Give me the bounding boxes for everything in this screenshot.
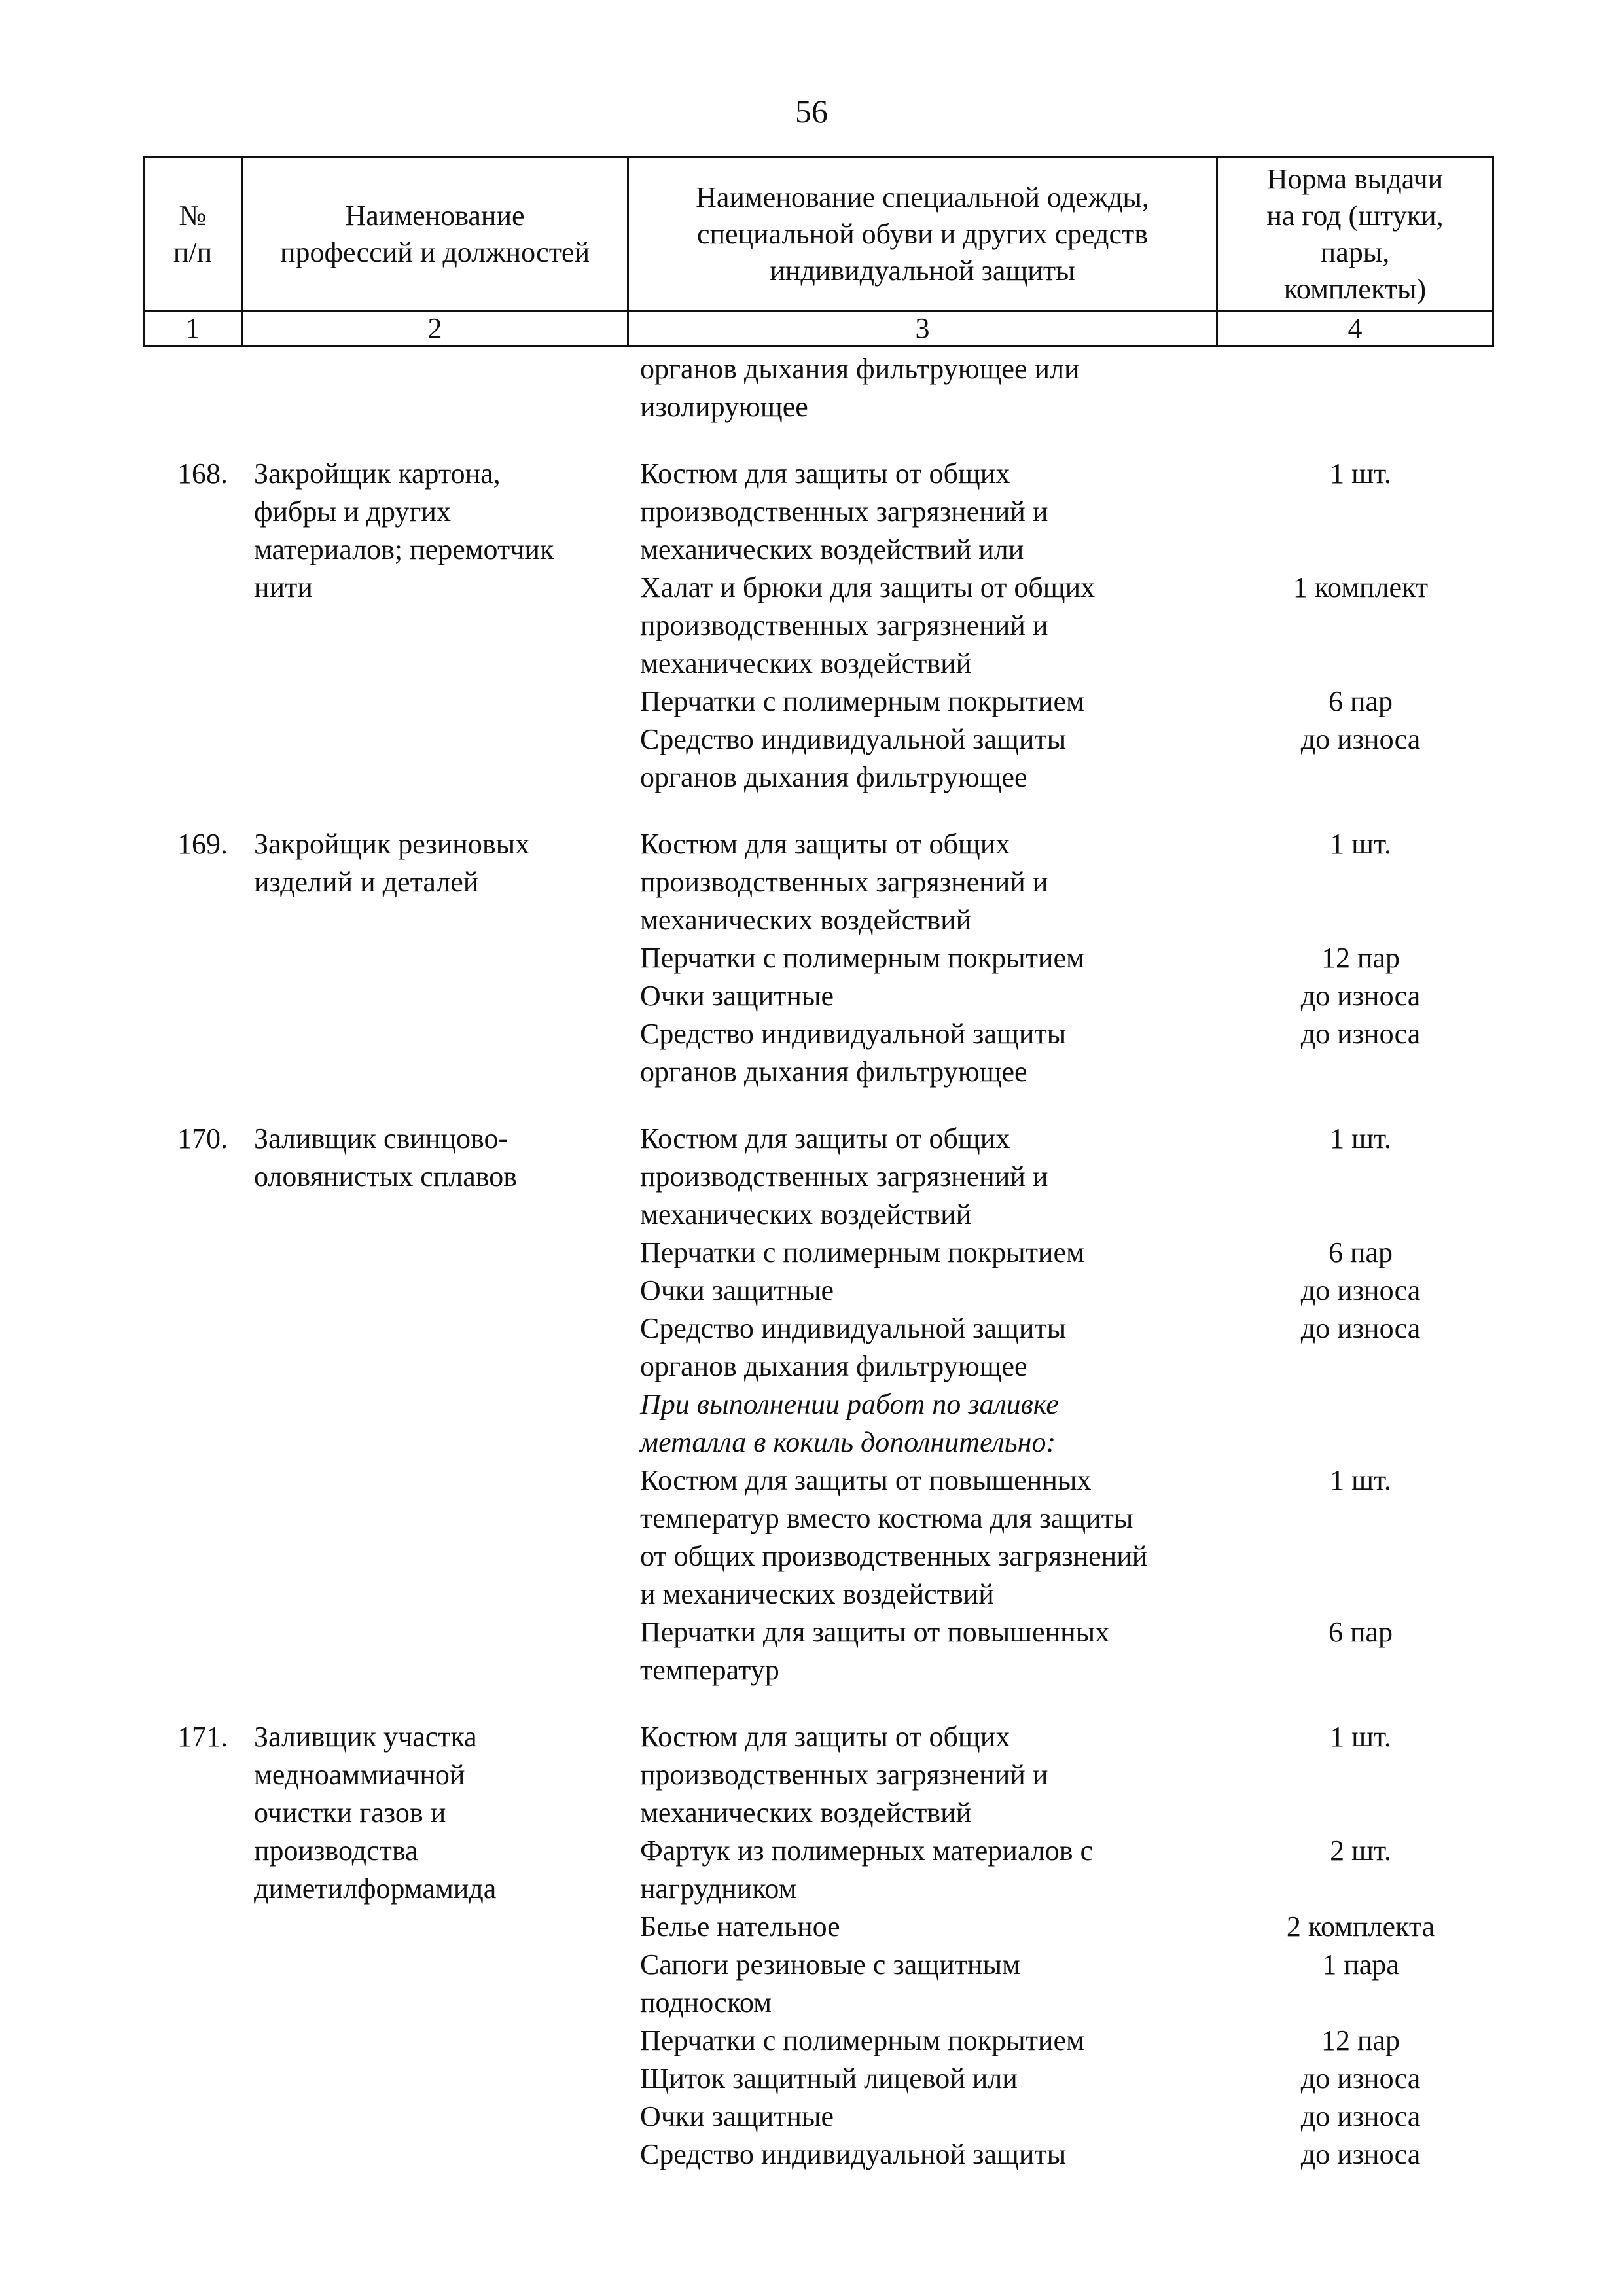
header-col-profession: Наименование профессий и должностей [242, 157, 628, 312]
equipment-item [627, 977, 1492, 1015]
equipment-name: Средство индивидуальной защиты [640, 2138, 1067, 2170]
page-number: 56 [795, 93, 828, 130]
equipment-item [627, 939, 1492, 977]
issue-norm: 1 шт. [1330, 1122, 1391, 1155]
equipment-list [627, 455, 1492, 797]
equipment-item [627, 1234, 1492, 1272]
table-row [143, 1120, 1492, 1689]
equipment-name: Очки защитные [640, 2100, 834, 2132]
issue-norm: 6 пар [1328, 1236, 1393, 1268]
equipment-item [627, 2136, 1492, 2174]
table-row [143, 825, 1492, 1091]
equipment-item [627, 825, 1492, 939]
equipment-name: Средство индивидуальной защиты органов дыхания фильтрующее [640, 1312, 1067, 1382]
table-header [143, 156, 1494, 347]
equipment-name: Очки защитные [640, 980, 834, 1012]
equipment-name: Фартук из полимерных материалов с нагрудником [640, 1835, 1094, 1905]
equipment-list [627, 1120, 1492, 1689]
profession-name: Заливщик участка медноаммиачной очистки газов и производства диметилформамида [254, 1721, 497, 1905]
equipment-item [627, 455, 1492, 569]
table-body [143, 350, 1492, 2174]
equipment-item [627, 1462, 1492, 1613]
header-col-norm: Норма выдачи на год (штуки, пары, комплекты) [1217, 157, 1493, 312]
issue-norm: до износа [1300, 980, 1421, 1012]
equipment-name: Перчатки для защиты от повышенных температур [640, 1616, 1110, 1686]
equipment-name: Костюм для защиты от общих производственных загрязнений и механических воздействий [640, 1122, 1048, 1230]
equipment-item [627, 683, 1492, 721]
issue-norm: 1 шт. [1330, 1721, 1391, 1753]
header-num-3: 3 [628, 312, 1217, 346]
issue-norm: 6 пар [1328, 685, 1393, 717]
equipment-name: Перчатки с полимерным покрытием [640, 2024, 1084, 2056]
issue-norm: 12 пар [1321, 2024, 1400, 2056]
row-number [143, 350, 241, 426]
issue-norm: до износа [1300, 2138, 1421, 2170]
equipment-item [627, 569, 1492, 683]
header-col-number: № п/п [144, 157, 242, 312]
profession-name [241, 350, 627, 426]
header-numbers-row [144, 312, 1493, 346]
equipment-name: Сапоги резиновые с защитным подноском [640, 1948, 1020, 2018]
issue-norm: до износа [1300, 2062, 1421, 2094]
issue-norm: 12 пар [1321, 942, 1400, 974]
equipment-item [627, 1120, 1492, 1234]
issue-norm: 2 шт. [1330, 1835, 1391, 1867]
header-num-4: 4 [1217, 312, 1493, 346]
equipment-name: органов дыхания фильтрующее или изолирующее [640, 353, 1080, 423]
equipment-item [627, 1386, 1492, 1462]
equipment-item [627, 1908, 1492, 1946]
equipment-name: Средство индивидуальной защиты органов дыхания фильтрующее [640, 1018, 1067, 1088]
issue-norm: до износа [1300, 723, 1421, 755]
equipment-item [627, 2098, 1492, 2136]
issue-norm: 1 комплект [1293, 571, 1429, 603]
table-row [143, 455, 1492, 797]
equipment-item [627, 1272, 1492, 1310]
equipment-item [627, 2060, 1492, 2098]
equipment-name: Костюм для защиты от общих производственных загрязнений и механических воздействий [640, 1721, 1048, 1829]
table-row [143, 1718, 1492, 2174]
equipment-name: Халат и брюки для защиты от общих производственных загрязнений и механических воздействий [640, 571, 1096, 679]
table-row [143, 350, 1492, 426]
equipment-item [627, 1946, 1492, 2022]
issue-norm: 1 шт. [1330, 828, 1391, 860]
equipment-list [627, 825, 1492, 1091]
equipment-name: Перчатки с полимерным покрытием [640, 685, 1084, 717]
equipment-item [627, 2022, 1492, 2060]
issue-norm [1216, 350, 1492, 426]
issue-norm: до износа [1300, 1312, 1421, 1344]
equipment-name: Очки защитные [640, 1274, 834, 1306]
issue-norm: до износа [1300, 2100, 1421, 2132]
header-num-1: 1 [144, 312, 242, 346]
row-number: 171. [177, 1721, 228, 1753]
equipment-list [627, 1718, 1492, 2174]
equipment-name: Костюм для защиты от общих производственных загрязнений и механических воздействий [640, 828, 1048, 936]
equipment-list [627, 350, 1492, 426]
issue-norm: 1 шт. [1330, 1464, 1391, 1496]
equipment-name: Средство индивидуальной защиты органов дыхания фильтрующее [640, 723, 1067, 793]
equipment-item [627, 1310, 1492, 1386]
header-num-2: 2 [242, 312, 628, 346]
header-titles-row [144, 157, 1493, 312]
issue-norm [1216, 1386, 1492, 1462]
row-number: 169. [177, 828, 228, 860]
issue-norm: 6 пар [1328, 1616, 1393, 1648]
row-number: 170. [177, 1122, 228, 1155]
equipment-name: Перчатки с полимерным покрытием [640, 1236, 1084, 1268]
issue-norm: 1 пара [1322, 1948, 1399, 1981]
equipment-name: Костюм для защиты от общих производственных загрязнений и механических воздействий или [640, 457, 1048, 565]
equipment-item [627, 1832, 1492, 1908]
issue-norm: 2 комплекта [1286, 1910, 1435, 1943]
equipment-note: При выполнении работ по заливке металла в кокиль дополнительно: [640, 1388, 1059, 1458]
equipment-item [627, 721, 1492, 797]
issue-norm: до износа [1300, 1274, 1421, 1306]
issue-norm: 1 шт. [1330, 457, 1391, 490]
profession-name: Закройщик резиновых изделий и деталей [254, 828, 530, 898]
equipment-name: Перчатки с полимерным покрытием [640, 942, 1084, 974]
equipment-name: Костюм для защиты от повышенных температур вместо костюма для защиты от общих производственных загрязнений и механических воздействий [640, 1464, 1148, 1610]
equipment-item [627, 350, 1492, 426]
header-col-equipment: Наименование специальной одежды, специальной обуви и других средств индивидуальной защиты [628, 157, 1217, 312]
equipment-item [627, 1613, 1492, 1689]
row-number: 168. [177, 457, 228, 490]
profession-name: Закройщик картона, фибры и других материалов; перемотчик нити [254, 457, 554, 603]
equipment-item [627, 1718, 1492, 1832]
equipment-item [627, 1015, 1492, 1091]
equipment-name: Щиток защитный лицевой или [640, 2062, 1018, 2094]
equipment-name: Белье нательное [640, 1910, 840, 1943]
issue-norm: до износа [1300, 1018, 1421, 1050]
profession-name: Заливщик свинцово- оловянистых сплавов [254, 1122, 518, 1193]
